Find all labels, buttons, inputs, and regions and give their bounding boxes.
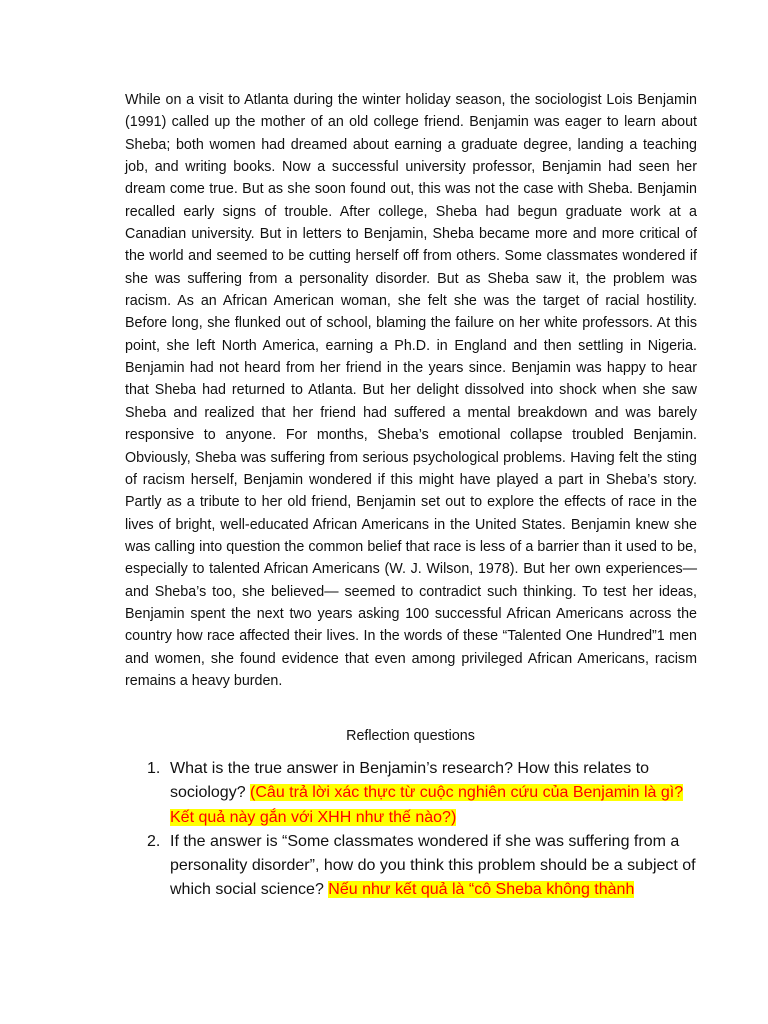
- passage-paragraph: While on a visit to Atlanta during the winter holiday season, the sociologist Lois Benjamin (1991) called up the mother of an old college friend. Benjamin was eager to learn about Sheba; both women had dreamed about earning a graduate degree, landing a teaching job, and writing books. Now a successful university professor, Benjamin had seen her dream come true. But as she soon found out, this was not the case with Sheba. Benjamin recalled early signs of trouble. After college, Sheba had begun graduate work at a Canadian university. But in letters to Benjamin, Sheba became more and more critical of the world and seemed to be cutting herself off from others. Some classmates wondered if she was suffering from a personality disorder. But as Sheba saw it, the problem was racism. As an African American woman, she felt she was the target of racial hostility. Before long, she flunked out of school, blaming the failure on her white professors. At this point, she left North America, earning a Ph.D. in England and then settling in Nigeria. Benjamin had not heard from her friend in the years since. Benjamin was happy to hear that Sheba had returned to Atlanta. But her delight dissolved into shock when she saw Sheba and realized that her friend had suffered a mental breakdown and was barely responsive to anyone. For months, Sheba’s emotional collapse troubled Benjamin. Obviously, Sheba was suffering from serious psychological problems. Having felt the sting of racism herself, Benjamin wondered if this might have played a part in Sheba’s story. Partly as a tribute to her old friend, Benjamin set out to explore the effects of race in the lives of bright, well-educated African Americans in the United States. Benjamin knew she was calling into question the common belief that race is less of a barrier than it used to be, especially to talented African Americans (W. J. Wilson, 1978). But her own experiences—and Sheba’s too, she believed— seemed to contradict such thinking. To test her ideas, Benjamin spent the next two years asking 100 successful African Americans across the country how race affected their lives. In the words of these “Talented One Hundred”1 men and women, she found evidence that even among privileged African Americans, racism remains a heavy burden.: [125, 92, 697, 689]
- question-translation-highlight: Nếu như kết quả là “cô Sheba không thành: [328, 881, 635, 899]
- question-item: [147, 830, 707, 903]
- question-number: 2.: [147, 832, 161, 850]
- section-title: Reflection questions: [346, 728, 475, 744]
- question-translation-highlight: (Câu trả lời xác thực từ cuộc nghiên cứu của Benjamin là gì? Kết quả này gắn với XHH như thế nào?): [170, 784, 684, 826]
- question-item: [147, 757, 707, 830]
- question-number: 1.: [147, 760, 161, 777]
- question-list: [147, 757, 707, 903]
- question-text: If the answer is “Some classmates wondered if she was suffering from a personality disorder”, how do you think this problem should be a subject of which social science?: [170, 832, 696, 899]
- question-text: What is the true answer in Benjamin’s research? How this relates to sociology?: [170, 760, 650, 802]
